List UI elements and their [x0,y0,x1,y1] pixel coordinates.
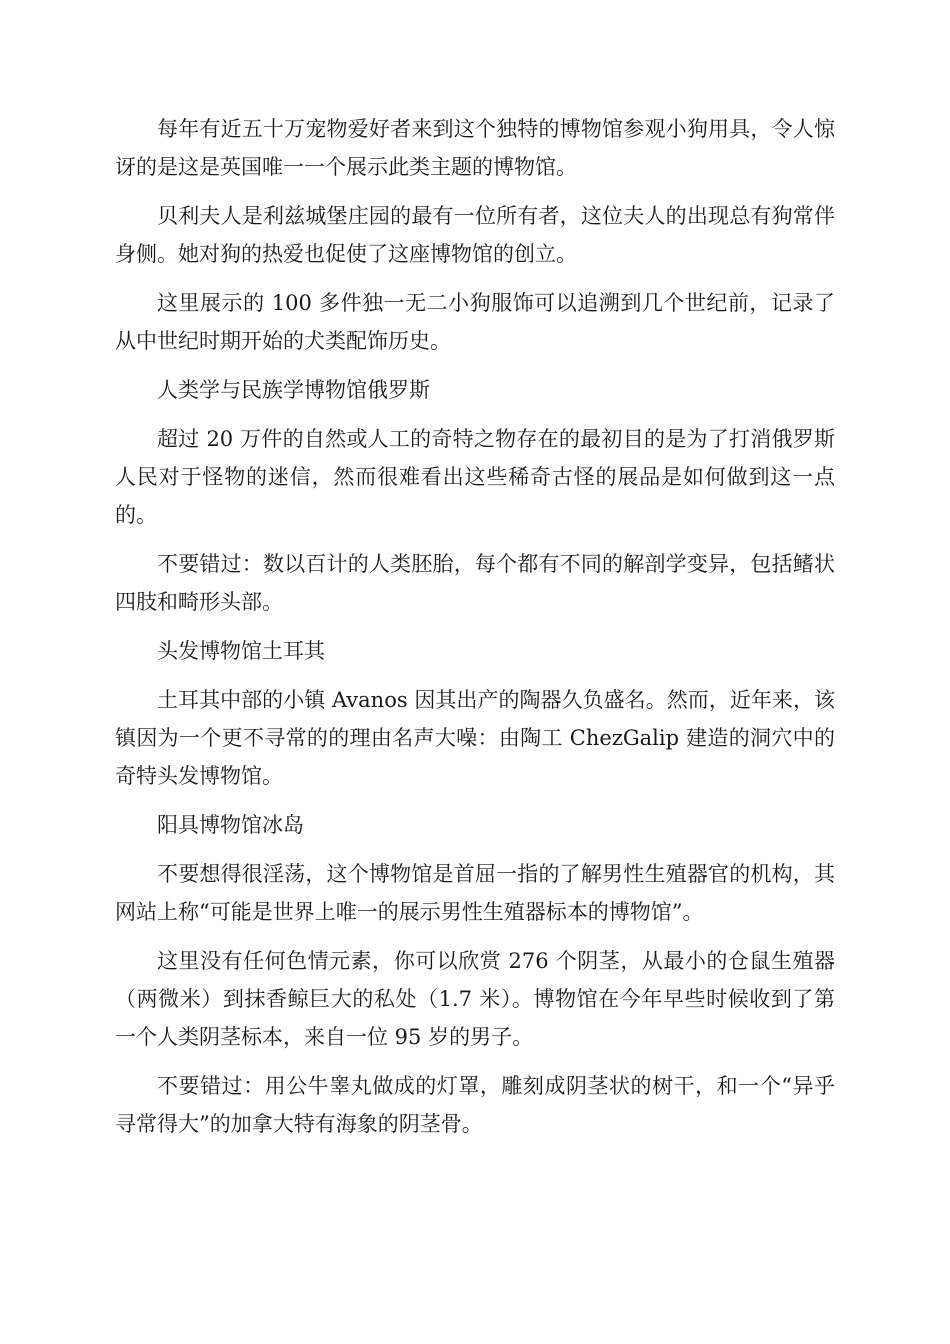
paragraph-phallological-dont-miss: 不要错过：用公牛睾丸做成的灯罩，雕刻成阴茎状的树干，和一个“异乎寻常得大”的加拿大特有海象的阴茎骨。 [115,1074,835,1136]
paragraph-kunstkamera-dont-miss: 不要错过：数以百计的人类胚胎，每个都有不同的解剖学变异，包括鳍状四肢和畸形头部。 [115,552,835,614]
paragraph-kunstkamera-intro: 超过 20 万件的自然或人工的奇特之物存在的最初目的是为了打消俄罗斯人民对于怪物的迷信，然而很难看出这些稀奇古怪的展品是如何做到这一点的。 [115,427,835,527]
heading-hair-museum-turkey: 头发博物馆土耳其 [157,639,325,663]
paragraph-hair-museum-intro: 土耳其中部的小镇 Avanos 因其出产的陶器久负盛名。然而，近年来，该镇因为一个更不寻常的的理由名声大噪：由陶工 ChezGalip 建造的洞穴中的奇特头发博物馆。 [115,688,835,788]
paragraph-phallological-intro: 不要想得很淫荡，这个博物馆是首屈一指的了解男性生殖器官的机构，其网站上称“可能是世界上唯一的展示男性生殖器标本的博物馆”。 [115,862,835,924]
paragraph-lady-baillie: 贝利夫人是利兹城堡庄园的最有一位所有者，这位夫人的出现总有狗常伴身侧。她对狗的热爱也促使了这座博物馆的创立。 [115,204,835,266]
heading-kunstkamera-russia: 人类学与民族学博物馆俄罗斯 [157,378,430,402]
document-body [115,110,835,1154]
paragraph-dog-collars-history: 这里展示的 100 多件独一无二小狗服饰可以追溯到几个世纪前，记录了从中世纪时期开始的犬类配饰历史。 [115,291,835,353]
heading-phallological-museum-iceland: 阳具博物馆冰岛 [157,813,304,837]
paragraph-phallological-collection: 这里没有任何色情元素，你可以欣赏 276 个阴茎，从最小的仓鼠生殖器（两微米）到抹香鲸巨大的私处（1.7 米）。博物馆在今年早些时候收到了第一个人类阴茎标本，来自一位 95 岁的男子。 [115,949,835,1049]
paragraph-pet-museum-intro: 每年有近五十万宠物爱好者来到这个独特的博物馆参观小狗用具，令人惊讶的是这是英国唯一一个展示此类主题的博物馆。 [115,117,835,179]
